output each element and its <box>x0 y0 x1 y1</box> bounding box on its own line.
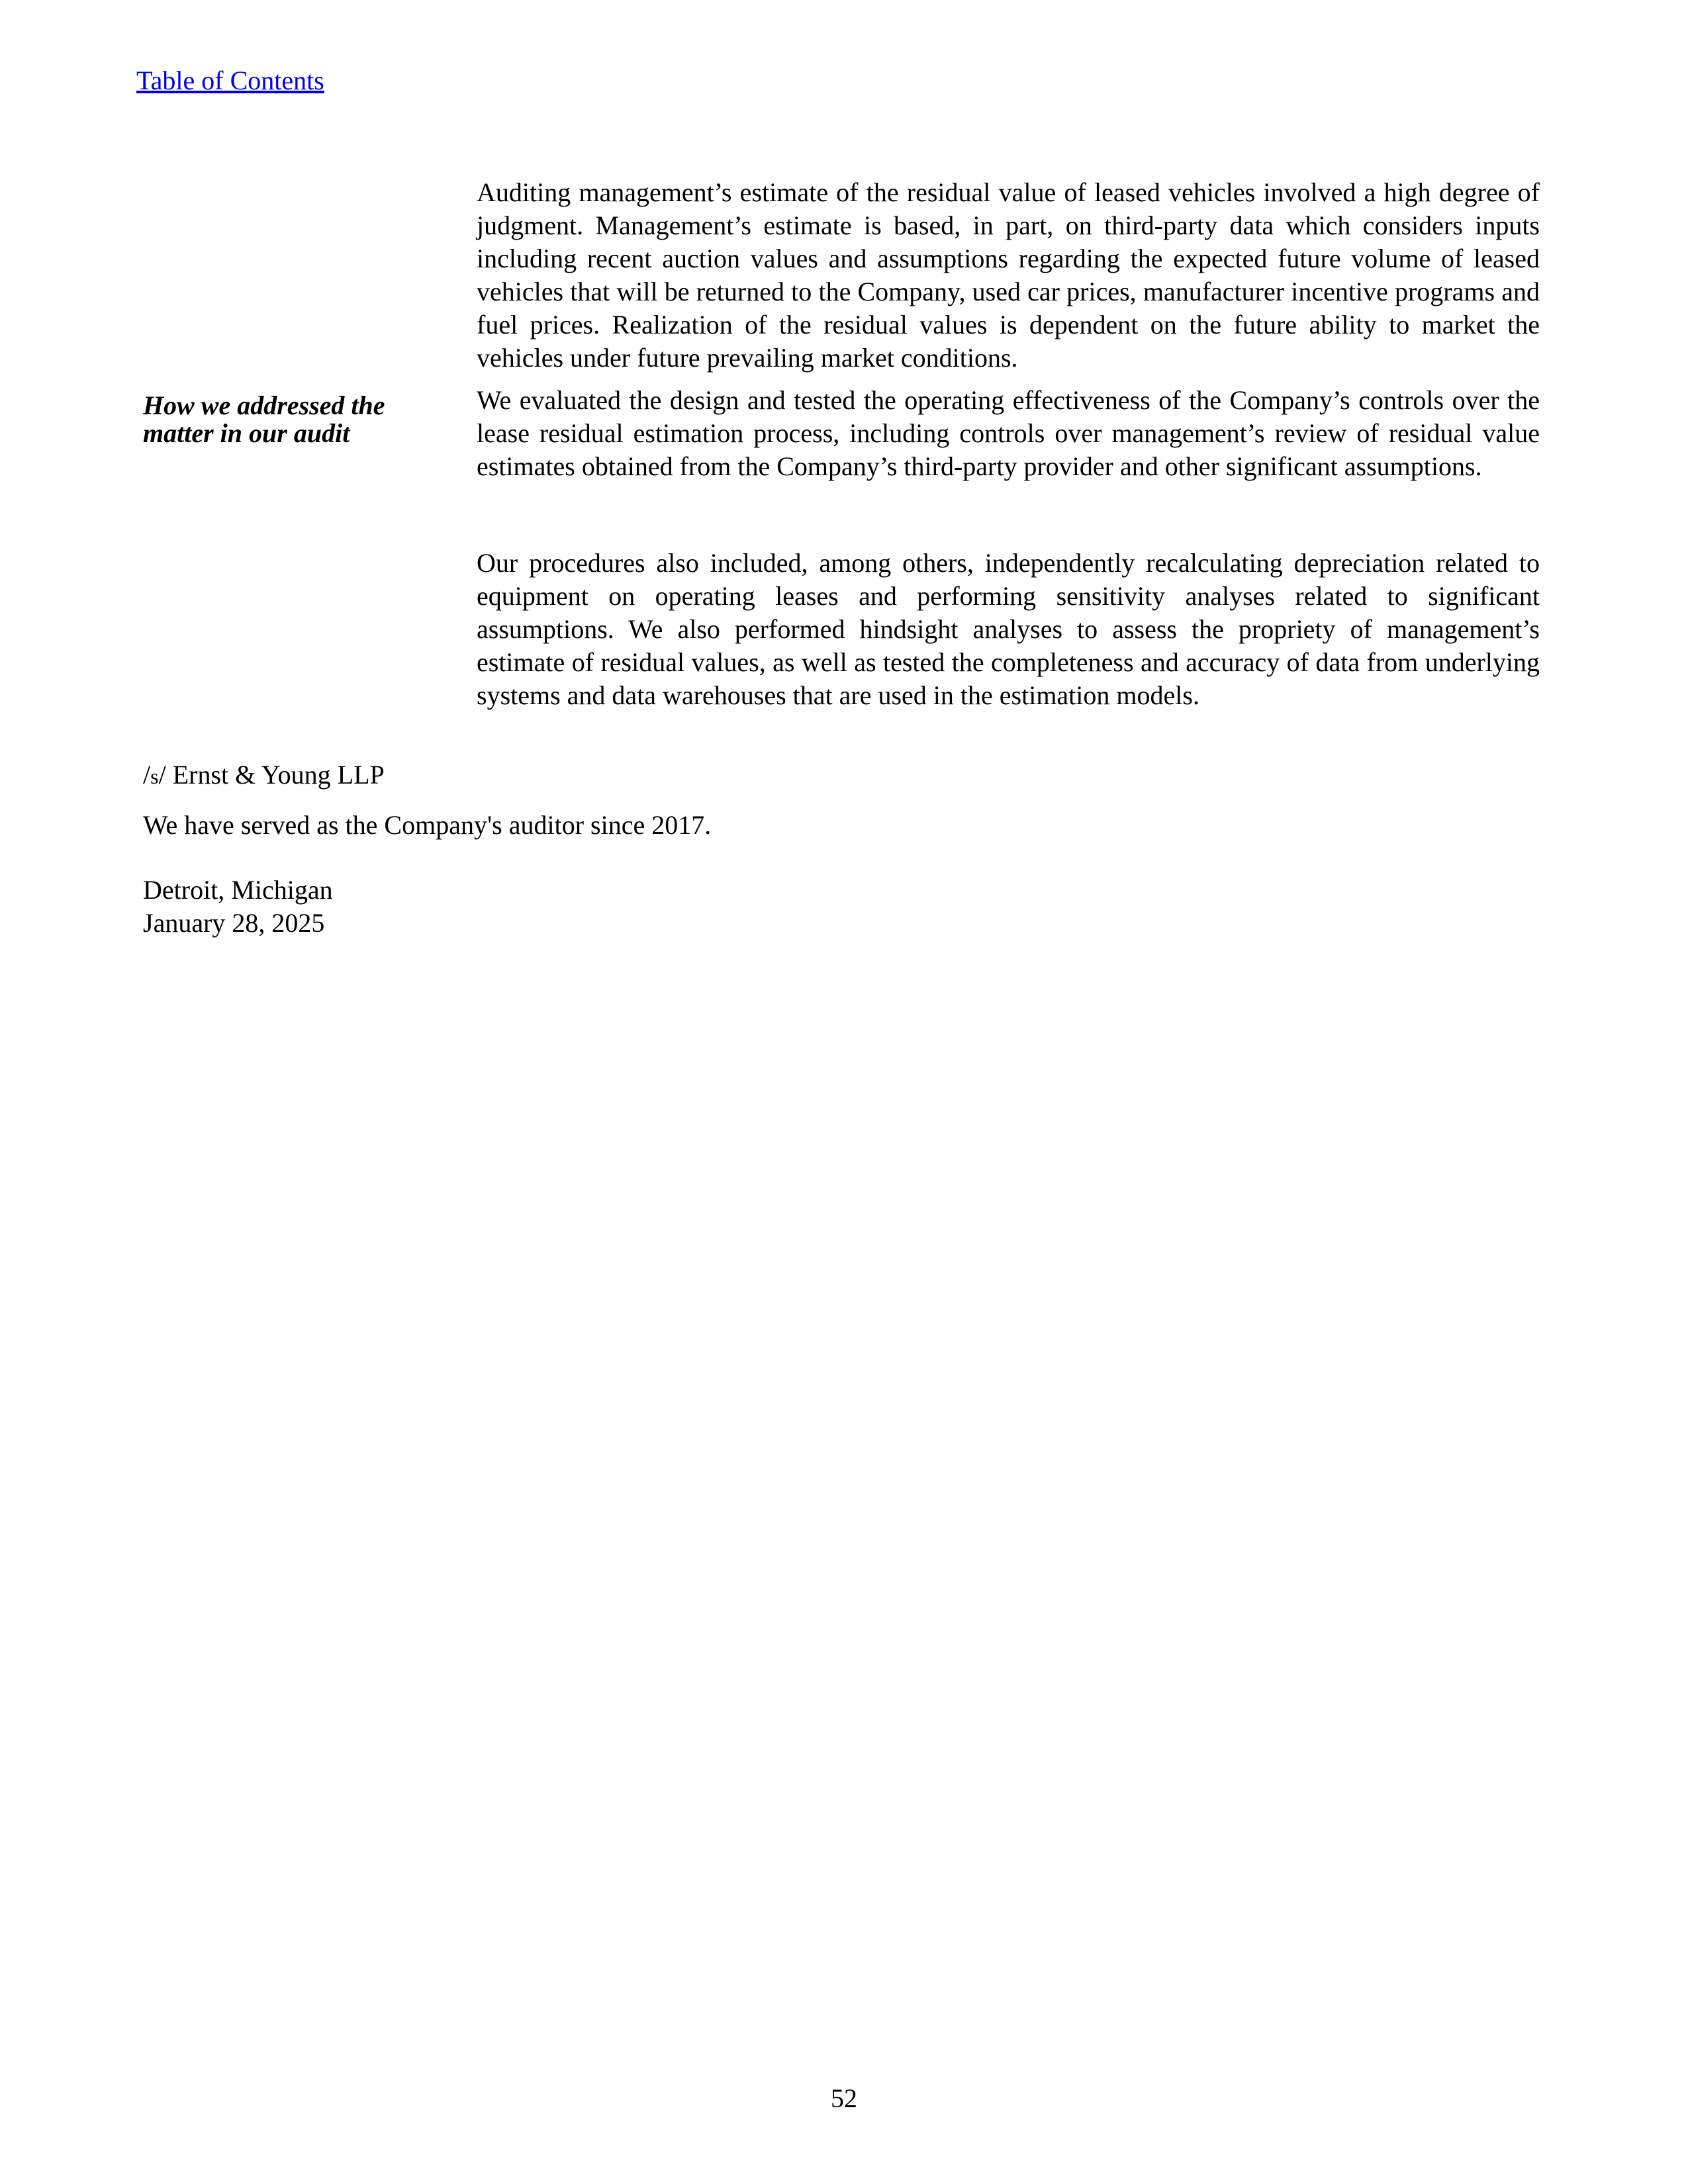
signature-slash-close: / <box>158 760 173 790</box>
page-number: 52 <box>831 2083 857 2113</box>
signature-slash-open: / <box>143 760 151 790</box>
auditor-signature <box>143 758 385 793</box>
how-addressed-heading-line-1: How we addressed the <box>143 390 385 420</box>
how-addressed-heading-line-2: matter in our audit <box>143 418 350 448</box>
signature-s: s <box>150 764 159 788</box>
audit-response-paragraph-1: We evaluated the design and tested the operating effectiveness of the Company’s controls over the lease residual estimation process, including controls over management’s review of residual value estimates obtained from the Company’s third-party provider and other significant assumptions. <box>477 385 1540 481</box>
audit-response-paragraph-2: Our procedures also included, among others, independently recalculating depreciation related to equipment on operating leases and performing sensitivity analyses related to significant assumptions. We also performed hindsight analyses to assess the propriety of management’s estimate of residual values, as well as tested the completeness and accuracy of data from underlying systems and data warehouses that are used in the estimation models. <box>477 548 1540 710</box>
report-date: January 28, 2025 <box>143 908 325 938</box>
audit-matter-description: Auditing management’s estimate of the residual value of leased vehicles involved a high degree of judgment. Management’s estimate is based, in part, on third-party data which considers inputs including recent auction values and assumptions regarding the expected future volume of leased vehicles that will be returned to the Company, used car prices, manufacturer incentive programs and fuel prices. Realization of the residual values is dependent on the future ability to market the vehicles under future prevailing market conditions. <box>477 177 1540 373</box>
report-location: Detroit, Michigan <box>143 875 333 905</box>
how-addressed-heading <box>143 392 428 447</box>
auditor-tenure-statement: We have served as the Company's auditor since 2017. <box>143 810 712 840</box>
table-of-contents-link[interactable]: Table of Contents <box>136 66 324 95</box>
signature-firm-name: Ernst & Young LLP <box>172 760 385 790</box>
